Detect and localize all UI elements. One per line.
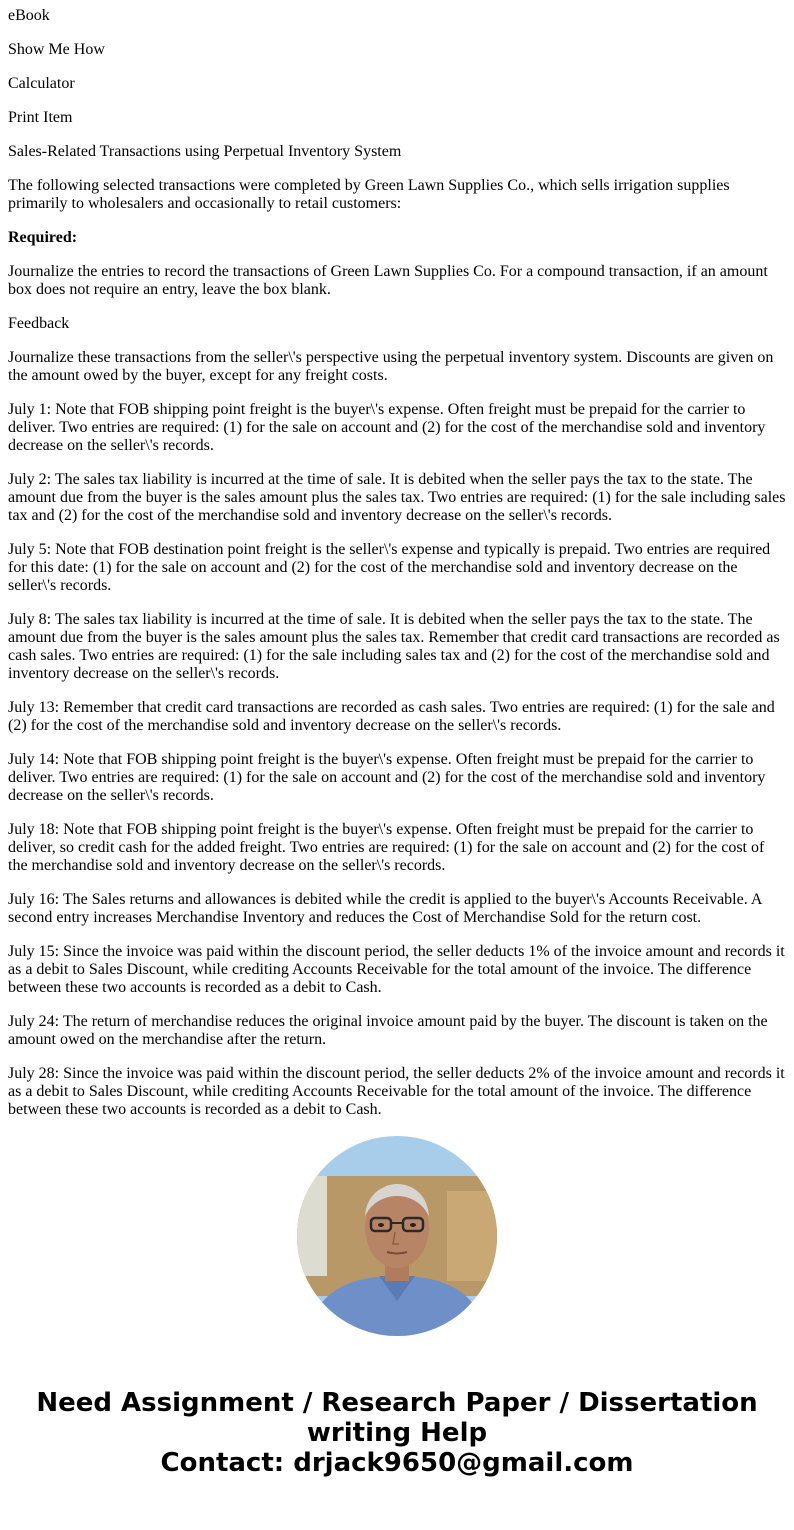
feedback-item-july-13: July 13: Remember that credit card transactions are recorded as cash sales. Two entries are required: (1) for the sale and (2) for the cost of the merchandise sold and inventory decrease on the seller\'s records. [8, 699, 775, 734]
feedback-item-july-8: July 8: The sales tax liability is incurred at the time of sale. It is debited when the seller pays the tax to the state. The amount due from the buyer is the sales amount plus the sales tax. Remember that credit card transactions are recorded as cash sales. Two entries are required: (1) for the sale including sales tax and (2) for the cost of the merchandise sold and inventory decrease on the seller\'s records. [8, 611, 780, 682]
feedback-general: Journalize these transactions from the seller\'s perspective using the perpetual inventory system. Discounts are given on the amount owed by the buyer, except for any freight costs. [8, 349, 774, 384]
page-content [0, 7, 794, 1119]
feedback-item-july-14: July 14: Note that FOB shipping point freight is the buyer\'s expense. Often freight must be prepaid for the carrier to deliver. Two entries are required: (1) for the sale on account and (2) for the cost of the merchandise sold and inventory decrease on the seller\'s records. [8, 751, 766, 804]
promo-line-1: Need Assignment / Research Paper / Dissertation [36, 1388, 758, 1418]
feedback-item-july-5: July 5: Note that FOB destination point freight is the seller\'s expense and typically is prepaid. Two entries are required for this date: (1) for the sale on account and (2) for the cost of the merchandise sold and inventory decrease on the seller\'s records. [8, 541, 771, 594]
feedback-item-july-24: July 24: The return of merchandise reduces the original invoice amount paid by the buyer. The discount is taken on the amount owed on the merchandise after the return. [8, 1013, 768, 1048]
promo-contact-email[interactable]: Contact: drjack9650@gmail.com [160, 1448, 634, 1478]
feedback-item-july-16: July 16: The Sales returns and allowances is debited while the credit is applied to the buyer\'s Accounts Receivable. A second entry increases Merchandise Inventory and reduces the Cost of Merchandise Sold for the return cost. [8, 891, 762, 926]
ebook-link[interactable]: eBook [8, 7, 50, 24]
problem-instructions: Journalize the entries to record the transactions of Green Lawn Supplies Co. For a compound transaction, if an amount box does not require an entry, leave the box blank. [8, 263, 768, 298]
feedback-item-july-2: July 2: The sales tax liability is incurred at the time of sale. It is debited when the seller pays the tax to the state. The amount due from the buyer is the sales amount plus the sales tax. Two entries are required: (1) for the sale including sales tax and (2) for the cost of the merchandise sold and inventory decrease on the seller\'s records. [8, 471, 786, 524]
feedback-label: Feedback [8, 315, 70, 332]
required-label: Required: [8, 229, 78, 246]
author-portrait-image [297, 1136, 497, 1336]
feedback-item-july-15: July 15: Since the invoice was paid within the discount period, the seller deducts 1% of the invoice amount and records it as a debit to Sales Discount, while crediting Accounts Receivable for the total amount of the invoice. The difference between these two accounts is recorded as a debit to Cash. [8, 943, 785, 996]
feedback-item-july-18: July 18: Note that FOB shipping point freight is the buyer\'s expense. Often freight must be prepaid for the carrier to deliver, so credit cash for the added freight. Two entries are required: (1) for the sale on account and (2) for the cost of the merchandise sold and inventory decrease on the seller\'s records. [8, 821, 765, 874]
author-avatar [297, 1136, 497, 1336]
problem-title: Sales-Related Transactions using Perpetual Inventory System [8, 143, 402, 160]
print-item-link[interactable]: Print Item [8, 109, 73, 126]
problem-intro: The following selected transactions were completed by Green Lawn Supplies Co., which sells irrigation supplies primarily to wholesalers and occasionally to retail customers: [8, 177, 730, 212]
feedback-item-july-1: July 1: Note that FOB shipping point freight is the buyer\'s expense. Often freight must be prepaid for the carrier to deliver. Two entries are required: (1) for the sale on account and (2) for the cost of the merchandise sold and inventory decrease on the seller\'s records. [8, 401, 766, 454]
contact-promo [0, 1388, 794, 1478]
calculator-link[interactable]: Calculator [8, 75, 75, 92]
author-avatar-wrap [0, 1136, 794, 1336]
promo-line-2: writing Help [306, 1418, 488, 1448]
feedback-item-july-28: July 28: Since the invoice was paid within the discount period, the seller deducts 2% of the invoice amount and records it as a debit to Sales Discount, while crediting Accounts Receivable for the total amount of the invoice. The difference between these two accounts is recorded as a debit to Cash. [8, 1065, 785, 1118]
show-me-how-link[interactable]: Show Me How [8, 41, 105, 58]
